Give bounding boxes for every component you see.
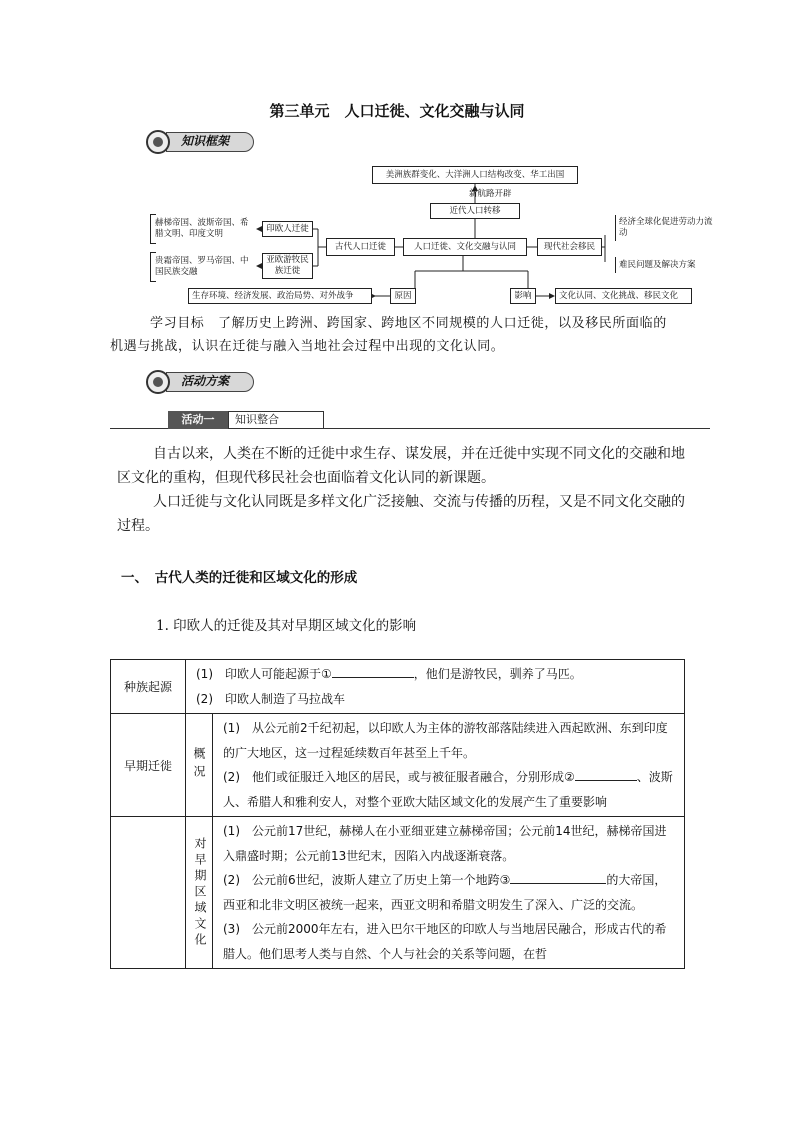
row-head: 早期迁徙 <box>111 714 186 817</box>
heading-level2: 1. 印欧人的迁徙及其对早期区域文化的影响 <box>156 618 417 634</box>
impact-list-box: 文化认同、文化挑战、移民文化 <box>555 288 692 304</box>
answer-blank-2[interactable] <box>575 767 637 781</box>
row-content: (1) 从公元前2千纪初起，以印欧人为主体的游牧部落陆续进入西起欧洲、东到印度的广大地区，这一过程延续数百年甚至上千年。 (2) 他们或征服迁入地区的居民，或与被征服者融合，分别形成② 、波斯人、希腊人和雅利安人，对整个亚欧大陆区域文化的发展产生了重要影响 <box>213 714 685 817</box>
answer-blank-3[interactable] <box>510 870 606 884</box>
heading-level1: 一、 古代人类的迁徙和区域文化的形成 <box>121 570 358 586</box>
section-label: 知识框架 <box>166 132 254 152</box>
checklist-icon <box>146 370 170 394</box>
modern-migration-box: 近代人口转移 <box>430 203 520 219</box>
intro-paragraph: 人口迁徙与文化认同既是多样文化广泛接触、交流与传播的历程，又是不同文化交融的过程。 <box>117 494 685 534</box>
americas-oceania-box: 美洲族群变化、大洋洲人口结构改变、华工出国 <box>372 166 578 184</box>
ancient-migration-box: 古代人口迁徙 <box>326 238 395 256</box>
section-banner-activity <box>146 370 254 394</box>
activity-tag: 活动一 <box>168 411 228 429</box>
table-row <box>111 660 685 714</box>
causes-list-box: 生存环境、经济发展、政治局势、对外战争 <box>188 288 372 304</box>
row-content: (1) 印欧人可能起源于① ，他们是游牧民，驯养了马匹。 (2) 印欧人制造了马拉战车 <box>186 660 685 714</box>
globalization-text: 经济全球化促进劳动力流动 <box>615 215 715 241</box>
row-head: 种族起源 <box>111 660 186 714</box>
indo-european-table <box>110 659 685 969</box>
knowledge-framework-diagram <box>0 0 794 310</box>
learning-goal: 学习目标 了解历史上跨洲、跨国家、跨地区不同规模的人口迁徙，以及移民所面临的机遇与挑战，认识在迁徙与融入当地社会过程中出现的文化认同。 <box>110 316 667 354</box>
impact-box: 影响 <box>510 288 536 304</box>
modern-society-box: 现代社会移民 <box>537 238 602 256</box>
new-route-label: 新航路开辟 <box>469 189 512 199</box>
section-label: 活动方案 <box>166 372 254 392</box>
center-box: 人口迁徙、文化交融与认同 <box>403 238 527 256</box>
refugee-text: 难民问题及解决方案 <box>615 257 715 273</box>
cause-box: 原因 <box>390 288 416 304</box>
activity-title: 知识整合 <box>228 411 324 429</box>
answer-blank-1[interactable] <box>332 664 414 678</box>
xiongnu-group-text: 贵霜帝国、罗马帝国、中国民族交融 <box>155 256 249 277</box>
asia-europe-nomads-box: 亚欧游牧民族迁徙 <box>262 253 313 279</box>
row-subhead: 概况 <box>186 714 213 817</box>
row-subhead: 对早期区域文化 <box>186 817 213 969</box>
row-head <box>111 817 186 969</box>
hittite-group-text: 赫梯帝国、波斯帝国、希腊文明、印度文明 <box>155 218 249 239</box>
table-row <box>111 817 685 969</box>
intro-paragraph: 自古以来，人类在不断的迁徙中求生存、谋发展，并在迁徙中实现不同文化的交融和地区文化的重构，但现代移民社会也面临着文化认同的新课题。 <box>117 446 685 486</box>
page-title: 第三单元 人口迁徙、文化交融与认同 <box>269 102 525 120</box>
activity-bar <box>110 411 710 429</box>
table-row <box>111 714 685 817</box>
indo-european-box: 印欧人迁徙 <box>262 221 313 237</box>
row-content: (1) 公元前17世纪，赫梯人在小亚细亚建立赫梯帝国；公元前14世纪，赫梯帝国进入鼎盛时期；公元前13世纪末，因陷入内战逐渐衰落。 (2) 公元前6世纪，波斯人建立了历史上第一个地跨③ 的大帝国，西亚和北非文明区被统一起来，西亚文明和希腊文明发生了深入、广泛的交流。 (3) 公元前2000年左右，进入巴尔干地区的印欧人与当地居民融合，形成古代的希腊人。他们思考人类与自然、个人与社会的关系等问题，在哲 <box>213 817 685 969</box>
